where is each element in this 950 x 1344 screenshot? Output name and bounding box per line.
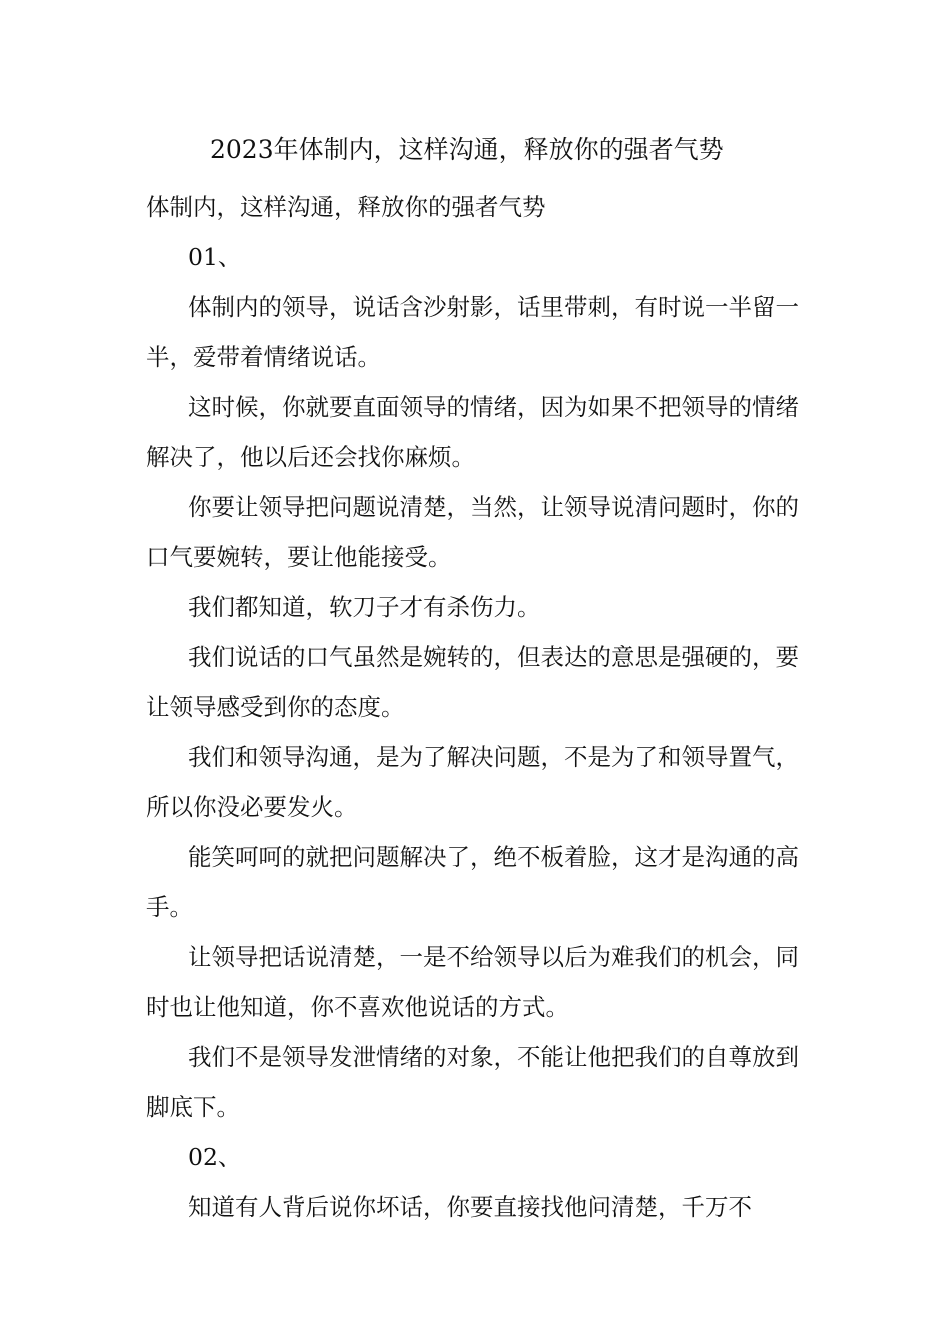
section-heading-02: 02、: [188, 1143, 242, 1171]
paragraph: 知道有人背后说你坏话，你要直接找他问清楚，千万不: [188, 1193, 752, 1221]
paragraph: 体制内的领导，说话含沙射影，话里带刺，有时说一半留一半，爱带着情绪说话。: [146, 293, 799, 371]
paragraph: 能笑呵呵的就把问题解决了，绝不板着脸，这才是沟通的高手。: [146, 843, 799, 921]
section-heading-01: 01、: [188, 243, 242, 271]
paragraph: 让领导把话说清楚，一是不给领导以后为难我们的机会，同时也让他知道，你不喜欢他说话的方式。: [146, 943, 799, 1021]
paragraph: 这时候，你就要直面领导的情绪，因为如果不把领导的情绪解决了，他以后还会找你麻烦。: [146, 393, 799, 471]
paragraph: 我们不是领导发泄情绪的对象，不能让他把我们的自尊放到脚底下。: [146, 1043, 799, 1121]
paragraph: 你要让领导把问题说清楚，当然，让领导说清问题时，你的口气要婉转，要让他能接受。: [146, 493, 799, 571]
document-title: 2023年体制内，这样沟通，释放你的强者气势: [210, 135, 724, 164]
document-body: [146, 182, 810, 1232]
paragraph: 我们和领导沟通，是为了解决问题，不是为了和领导置气，所以你没必要发火。: [146, 743, 799, 821]
paragraph: 我们说话的口气虽然是婉转的，但表达的意思是强硬的，要让领导感受到你的态度。: [146, 643, 799, 721]
paragraph: 我们都知道，软刀子才有杀伤力。: [188, 593, 541, 621]
document-subtitle: 体制内，这样沟通，释放你的强者气势: [146, 193, 546, 221]
